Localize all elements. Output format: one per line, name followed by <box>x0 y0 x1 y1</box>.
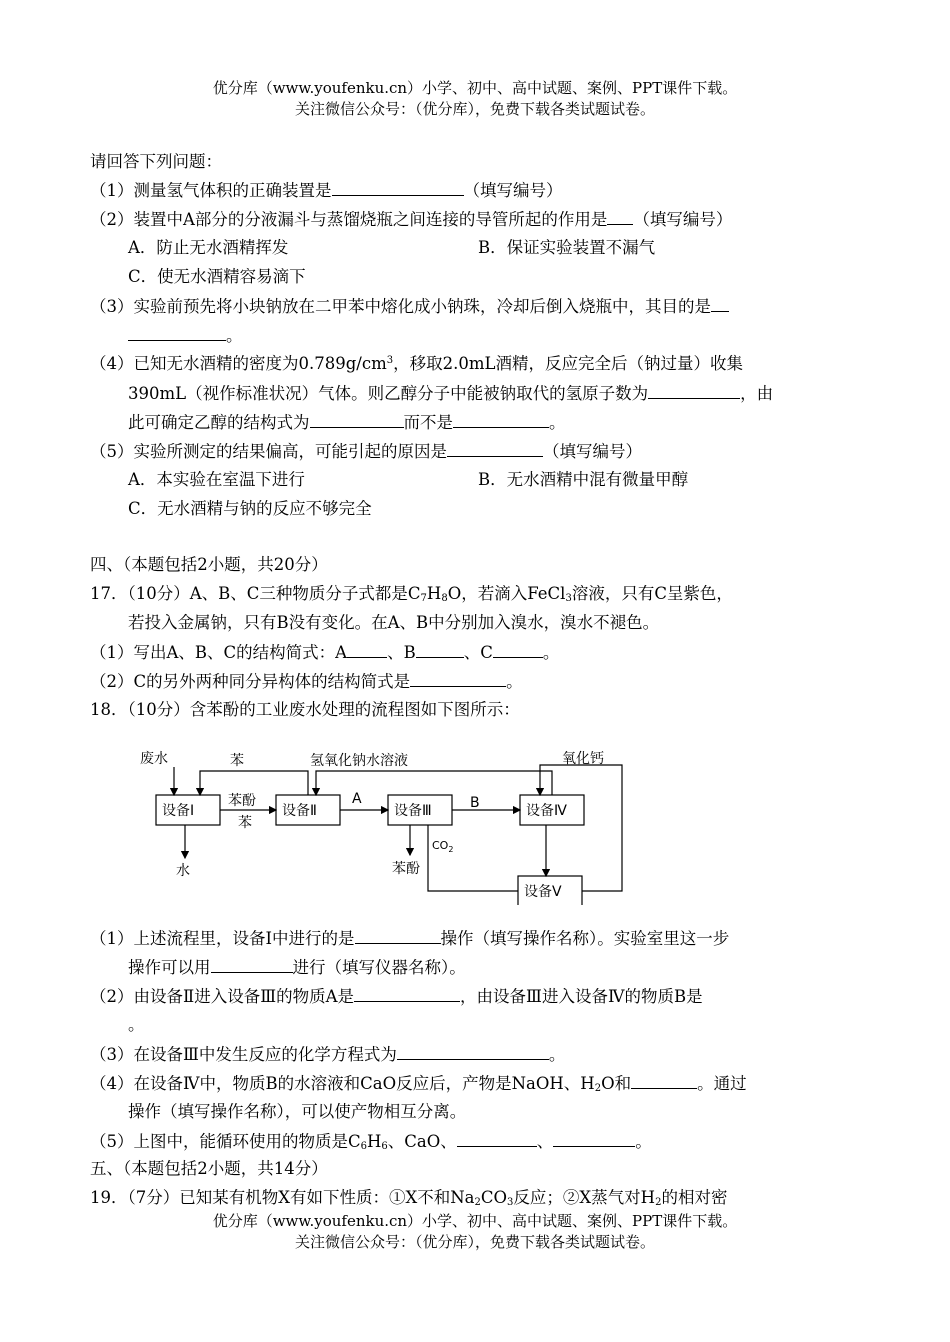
q16-part4-line2 <box>128 382 773 405</box>
stream-a-label: A <box>352 791 362 807</box>
q16-part3-cont <box>128 324 243 347</box>
q16-p1-hint: （填写编号） <box>463 181 563 200</box>
device-3-label: 设备Ⅲ <box>394 803 432 819</box>
subscript: 2 <box>594 1083 602 1094</box>
q16-part4 <box>90 353 743 375</box>
q16-part2 <box>90 208 732 231</box>
q17-line1 <box>90 583 733 605</box>
q17-p2-text: （2）C的另外两种同分异构体的结构简式是 <box>90 672 411 691</box>
subscript: 8 <box>441 593 448 604</box>
header-line-2: 关注微信公众号：（优分库），免费下载各类试题试卷。 <box>294 100 655 118</box>
q18-part1-line2 <box>128 956 466 979</box>
q16-p1-text: （1）测量氢气体积的正确装置是 <box>90 181 332 200</box>
q17-text: 17．（10分）A、B、C三种物质分子式都是C <box>90 584 421 603</box>
q16-p4-text-g: 。 <box>549 413 566 432</box>
q18-part4-line2: 操作（填写操作名称），可以使产物相互分离。 <box>128 1102 467 1121</box>
q16-p2-option-a: A．防止无水酒精挥发 <box>128 238 289 257</box>
q19-line1 <box>90 1187 727 1209</box>
answer-blank[interactable] <box>211 956 293 973</box>
wastewater-label: 废水 <box>140 751 168 767</box>
subscript: 6 <box>381 1141 388 1152</box>
q18-p4-text: O和 <box>601 1074 632 1093</box>
q17-text: 溶液，只有C呈紫色， <box>571 584 733 603</box>
q18-intro: 18．（10分）含苯酚的工业废水处理的流程图如下图所示： <box>90 700 520 719</box>
q17-p1-text: 、B <box>387 643 416 662</box>
q17-part2 <box>90 670 523 693</box>
section-4-title: 四、（本题包括2小题，共20分） <box>90 555 328 574</box>
superscript: 3 <box>386 355 394 366</box>
q16-p5-option-a: A．本实验在室温下进行 <box>128 470 305 489</box>
device-2-label: 设备Ⅱ <box>282 803 317 819</box>
q16-p5-hint: （填写编号） <box>543 442 642 461</box>
q18-part3 <box>90 1043 565 1066</box>
q18-p1-text: 进行（填写仪器名称）。 <box>292 958 466 977</box>
q19-text: 的相对密 <box>661 1188 728 1207</box>
q18-p1-text: 操作（填写操作名称）。实验室里这一步 <box>440 929 730 948</box>
q16-part5 <box>90 440 642 463</box>
q18-p5-text: （5）上图中，能循环使用的物质是C <box>90 1132 361 1151</box>
q18-p1-text: 操作可以用 <box>128 958 211 977</box>
answer-blank[interactable] <box>354 985 460 1002</box>
section-5-title: 五、（本题包括2小题，共14分） <box>90 1159 328 1178</box>
answer-blank[interactable] <box>453 411 549 428</box>
answer-blank[interactable] <box>310 411 404 428</box>
footer-line-1: 优分库（www.youfenku.cn）小学、初中、高中试题、案例、PPT课件下载。 <box>212 1212 738 1230</box>
answer-blank[interactable] <box>711 295 729 312</box>
device-1-label: 设备Ⅰ <box>162 803 195 819</box>
q18-p2-text: （2）由设备Ⅱ进入设备Ⅲ的物质A是 <box>90 987 355 1006</box>
water-label: 水 <box>176 863 190 879</box>
q18-p5-text: H <box>367 1132 382 1151</box>
q18-p3-text: 。 <box>548 1045 566 1064</box>
answer-blank[interactable] <box>447 440 543 457</box>
naoh-label: 氢氧化钠水溶液 <box>310 753 408 769</box>
phenol-benzene-label: 苯酚 <box>228 793 256 809</box>
q16-p5-option-c: C．无水酒精与钠的反应不够完全 <box>128 499 372 518</box>
q18-part4 <box>90 1072 747 1095</box>
q16-part3 <box>90 295 729 318</box>
q16-p5-option-b: B．无水酒精中混有微量甲醇 <box>478 470 689 489</box>
q17-part1 <box>90 641 559 664</box>
subscript: 7 <box>420 593 427 604</box>
q16-p3-end: 。 <box>226 326 243 345</box>
q18-p4-text: （4）在设备Ⅳ中，物质B的水溶液和CaO反应后，产物是NaOH、H <box>90 1074 595 1093</box>
subscript: 3 <box>507 1197 514 1208</box>
answer-blank[interactable] <box>347 641 387 658</box>
answer-blank[interactable] <box>355 927 441 944</box>
phenol-out-label: 苯酚 <box>392 861 420 877</box>
q18-p5-text: 、CaO、 <box>387 1132 457 1151</box>
q17-p2-text: 。 <box>506 672 523 691</box>
answer-blank[interactable] <box>128 324 226 341</box>
q18-part2-end: 。 <box>128 1015 145 1034</box>
q16-p4-text-c: 390mL（视作标准状况）气体。则乙醇分子中能被钠取代的氢原子数为 <box>128 384 649 403</box>
answer-blank[interactable] <box>493 641 543 658</box>
answer-blank[interactable] <box>648 382 740 399</box>
q19-text: 19．（7分）已知某有机物X有如下性质：①X不和Na <box>90 1188 475 1207</box>
answer-blank[interactable] <box>332 179 464 196</box>
q18-p5-text: 、 <box>536 1132 554 1151</box>
header-line-1: 优分库（www.youfenku.cn）小学、初中、高中试题、案例、PPT课件下载。 <box>212 79 738 97</box>
answer-blank[interactable] <box>607 208 633 225</box>
q16-p5-text: （5）实验所测定的结果偏高，可能引起的原因是 <box>90 442 447 461</box>
answer-blank[interactable] <box>397 1043 549 1060</box>
footer-line-2: 关注微信公众号：（优分库），免费下载各类试题试卷。 <box>294 1233 655 1251</box>
subscript: 2 <box>655 1197 662 1208</box>
q17-p1-text: （1）写出A、B、C的结构简式：A <box>90 643 348 662</box>
q16-p2-text: （2）装置中A部分的分液漏斗与蒸馏烧瓶之间连接的导管所起的作用是 <box>90 210 608 229</box>
answer-blank[interactable] <box>553 1130 635 1147</box>
q16-intro: 请回答下列问题： <box>90 152 222 171</box>
answer-blank[interactable] <box>416 641 464 658</box>
q19-text: 反应；②X蒸气对H <box>513 1188 656 1207</box>
q16-p2-option-b: B．保证实验装置不漏气 <box>478 238 656 257</box>
benzene-under-label: 苯 <box>238 815 252 831</box>
q16-p4-text-a: （4）已知无水酒精的密度为0.789g/cm <box>90 354 387 373</box>
q16-part4-line3 <box>128 411 566 434</box>
q18-p4-text: 。通过 <box>697 1074 747 1093</box>
wastewater-flow-diagram <box>130 745 630 905</box>
q18-part2 <box>90 985 703 1008</box>
device-4-label: 设备Ⅳ <box>526 803 567 819</box>
q16-p3-text: （3）实验前预先将小块钠放在二甲苯中熔化成小钠珠，冷却后倒入烧瓶中，其目的是 <box>90 297 711 316</box>
q18-p2-text: ，由设备Ⅲ进入设备Ⅳ的物质B是 <box>460 987 703 1006</box>
answer-blank[interactable] <box>457 1130 537 1147</box>
q17-line2: 若投入金属钠，只有B没有变化。在A、B中分别加入溴水，溴水不褪色。 <box>128 613 660 632</box>
q16-p2-option-c: C．使无水酒精容易滴下 <box>128 267 306 286</box>
q18-p3-text: （3）在设备Ⅲ中发生反应的化学方程式为 <box>90 1045 397 1064</box>
q17-p1-text: 。 <box>542 643 560 662</box>
stream-b-label: B <box>470 795 480 811</box>
subscript: 6 <box>360 1141 367 1152</box>
q18-part1 <box>90 927 729 950</box>
q16-p2-hint: （填写编号） <box>633 210 733 229</box>
benzene-label: 苯 <box>230 753 244 769</box>
cao-label: 氧化钙 <box>562 751 604 767</box>
answer-blank[interactable] <box>410 670 506 687</box>
q17-p1-text: 、C <box>463 643 493 662</box>
q19-text: CO <box>480 1188 508 1207</box>
q18-part5 <box>90 1130 652 1153</box>
q16-p4-text-b: ，移取2.0mL酒精，反应完全后（钠过量）收集 <box>393 354 743 373</box>
q17-text: H <box>426 584 442 603</box>
co2-label: $CO_2$ <box>432 839 454 854</box>
q16-p4-text-d: ，由 <box>740 384 774 403</box>
q16-p4-text-e: 此可确定乙醇的结构式为 <box>128 413 310 432</box>
subscript: 2 <box>474 1197 481 1208</box>
subscript: 3 <box>565 593 572 604</box>
q17-text: O，若滴入FeCl <box>447 584 566 603</box>
q18-p5-text: 。 <box>635 1132 652 1151</box>
q18-p1-text: （1）上述流程里，设备Ⅰ中进行的是 <box>90 929 355 948</box>
q16-p4-text-f: 而不是 <box>403 413 453 432</box>
device-5-label: 设备Ⅴ <box>524 884 562 900</box>
q16-part1 <box>90 179 563 202</box>
answer-blank[interactable] <box>631 1072 697 1089</box>
